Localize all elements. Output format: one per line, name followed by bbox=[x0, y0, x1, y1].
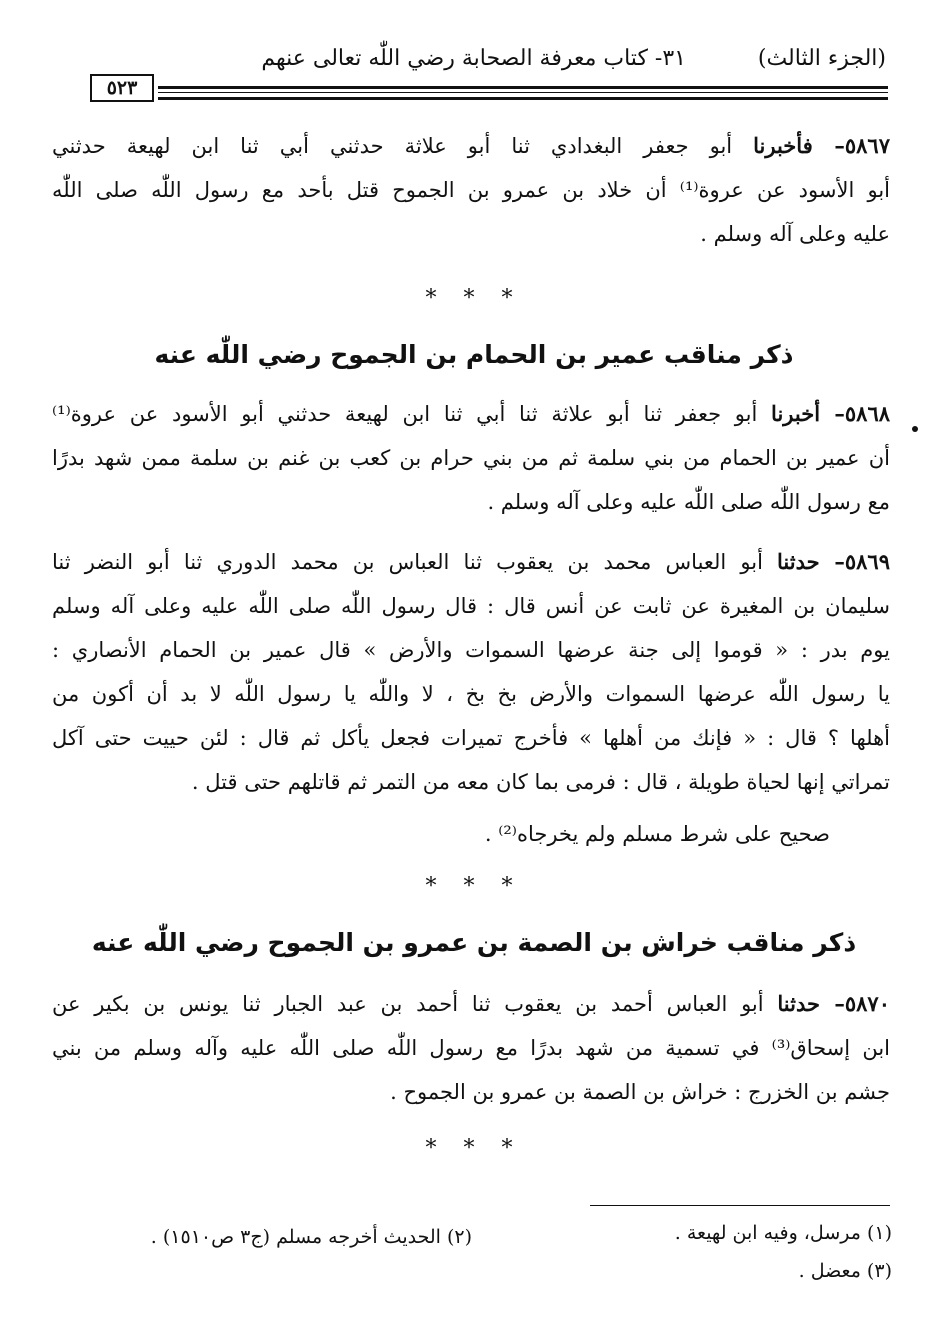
hadith-line: أبو الأسود عن عروة⁽¹⁾ أن خلاد بن عمرو بن الجموح قتل بأحد مع رسول اللّٰه صلى اللّٰه bbox=[52, 178, 890, 202]
hadith-line: ابن إسحاق⁽³⁾ في تسمية من شهد بدرًا مع رسول اللّٰه صلى اللّٰه عليه وآله وسلم من بني bbox=[52, 1036, 890, 1060]
hadith-line: جشم بن الخزرج : خراش بن الصمة بن عمرو بن الجموح . bbox=[390, 1080, 890, 1104]
hadith-5867 bbox=[52, 124, 890, 256]
hadith-5870 bbox=[52, 982, 890, 1114]
book-title: ٣١- كتاب معرفة الصحابة رضي اللّٰه تعالى عنهم bbox=[261, 46, 686, 71]
hadith-number: ٥٨٦٧– bbox=[834, 133, 890, 158]
footnote-1: (١) مرسل، وفيه ابن لهيعة . bbox=[674, 1222, 892, 1244]
section-heading: ذكر مناقب خراش بن الصمة بن عمرو بن الجموح رضي اللّٰه عنه bbox=[91, 928, 857, 957]
hadith-number: ٥٨٦٨– bbox=[834, 401, 890, 426]
header-rule-thick-lower bbox=[158, 97, 888, 100]
section-separator: * * * bbox=[425, 1136, 523, 1161]
hadith-5869 bbox=[52, 540, 890, 804]
hadith-line: أهلها ؟ قال : « فإنك من أهلها » فأخرج تميرات فجعل يأكل ثم قال : لئن حييت حتى آكل bbox=[52, 726, 890, 750]
hadith-line: سليمان بن المغيرة عن ثابت عن أنس قال : قال رسول اللّٰه صلى اللّٰه عليه وعلى آله وسلم bbox=[52, 594, 890, 618]
volume-label: (الجزء الثالث) bbox=[757, 46, 886, 71]
hadith-line: أبو جعفر البغدادي ثنا أبو علاثة حدثني أبي ثنا ابن لهيعة حدثني bbox=[52, 134, 754, 158]
header-rule-thick bbox=[158, 86, 888, 89]
section-separator: * * * bbox=[425, 286, 523, 311]
hadith-number: ٥٨٧٠– bbox=[834, 991, 890, 1016]
hadith-opening: فأخبرنا bbox=[753, 133, 835, 158]
header-rule-thin bbox=[158, 92, 888, 93]
hadith-line: تمراتي إنها لحياة طويلة ، قال : فرمى بما كان معه من التمر ثم قاتلهم حتى قتل . bbox=[191, 770, 890, 794]
hadith-line: مع رسول اللّٰه صلى اللّٰه عليه وعلى آله وسلم . bbox=[487, 490, 890, 514]
hadith-line: أبو جعفر ثنا أبو علاثة ثنا أبي ثنا ابن لهيعة حدثني أبو الأسود عن عروة⁽¹⁾ bbox=[52, 402, 772, 426]
hadith-line: أبو العباس أحمد بن يعقوب ثنا أحمد بن عبد الجبار ثنا يونس بن بكير عن bbox=[52, 992, 778, 1016]
hadith-line: عليه وعلى آله وسلم . bbox=[700, 222, 890, 246]
section-separator: * * * bbox=[425, 874, 523, 899]
hadith-opening: حدثنا bbox=[777, 549, 835, 574]
footnote-rule bbox=[590, 1205, 890, 1206]
margin-dot bbox=[912, 426, 918, 432]
hadith-grading: صحيح على شرط مسلم ولم يخرجاه⁽²⁾ . bbox=[484, 822, 830, 846]
section-heading: ذكر مناقب عمير بن الحمام بن الجموح رضي اللّٰه عنه bbox=[154, 340, 794, 369]
hadith-opening: حدثنا bbox=[777, 991, 835, 1016]
hadith-line: يا رسول اللّٰه عرضها السموات والأرض بخ بخ ، لا واللّٰه يا رسول اللّٰه لا بد أن أكون من bbox=[52, 682, 890, 706]
footnote-2: (٢) الحديث أخرجه مسلم (ج٣ ص١٥١٠) . bbox=[150, 1226, 472, 1248]
hadith-number: ٥٨٦٩– bbox=[834, 549, 890, 574]
hadith-line: أن عمير بن الحمام من بني سلمة ثم من بني حرام بن كعب بن غنم بن سلمة ممن شهد بدرًا bbox=[52, 446, 890, 470]
footnote-3: (٣) معضل . bbox=[798, 1260, 892, 1282]
hadith-line: يوم بدر : « قوموا إلى جنة عرضها السموات والأرض » قال عمير بن الحمام الأنصاري : bbox=[52, 638, 890, 662]
hadith-opening: أخبرنا bbox=[771, 401, 835, 426]
hadith-line: أبو العباس محمد بن يعقوب ثنا العباس بن محمد الدوري ثنا أبو النضر ثنا bbox=[52, 550, 778, 574]
hadith-5868 bbox=[52, 392, 890, 524]
page-number: ٥٢٣ bbox=[90, 74, 154, 102]
